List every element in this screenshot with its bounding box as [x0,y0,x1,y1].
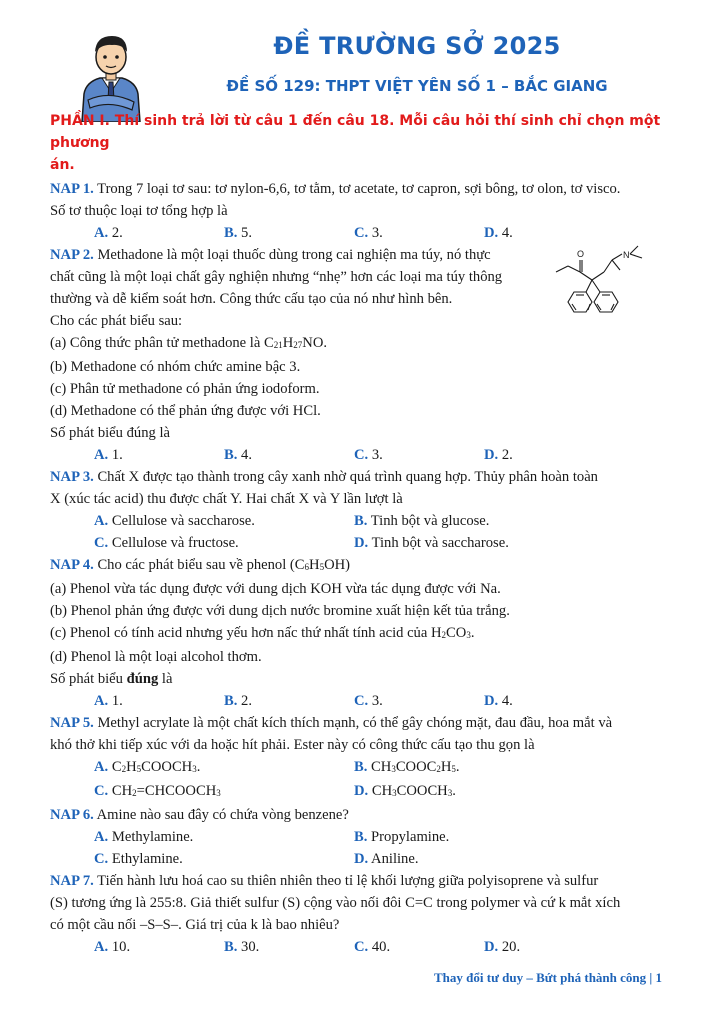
question-1 [50,178,666,244]
exam-subtitle: ĐỀ SỐ 129: THPT VIỆT YÊN SỐ 1 – BẮC GIANG [226,77,608,95]
option-c[interactable]: C. 3. [354,447,383,463]
statement-c: (c) Phenol có tính acid nhưng yếu hơn nấc thứ nhất tính acid của $H_2CO_3$. [50,625,475,641]
page-title: ĐỀ TRƯỜNG SỞ 2025 [273,32,561,60]
option-b[interactable]: B. Tinh bột và glucose. [354,513,490,529]
option-b[interactable]: B. 30. [224,939,260,955]
question-2 [50,244,666,466]
option-b[interactable]: B. Propylamine. [354,829,450,845]
option-a[interactable]: A. 1. [94,693,123,709]
option-b[interactable]: B. 5. [224,225,252,241]
option-c[interactable]: C. $CH_2=CHCOOCH_3$ [94,783,221,799]
option-d[interactable]: D. 2. [484,447,513,463]
answer-options [50,848,666,870]
question-label: NAP 5. [50,715,94,731]
answer-options [50,510,666,532]
answer-options [50,690,666,712]
statement-d: (d) Methadone có thể phản ứng được với HCl. [50,403,321,419]
question-3 [50,466,666,554]
option-c[interactable]: C. 3. [354,693,383,709]
statement-d: (d) Phenol là một loại alcohol thơm. [50,649,262,665]
statement-a: (a) Phenol vừa tác dụng được với dung dịch KOH vừa tác dụng được với Na. [50,581,501,597]
question-text: Methadone là một loại thuốc dùng trong cai nghiện ma túy, nó thực [97,247,491,263]
statement-a: (a) Công thức phân tử methadone là $C_{21}H_{27}NO$. [50,335,328,351]
option-a[interactable]: A. Cellulose và saccharose. [94,513,255,529]
question-label: NAP 4. [50,557,94,573]
answer-options [50,826,666,848]
question-text: Chất X được tạo thành trong cây xanh nhờ quá trình quang hợp. Thủy phân hoàn toàn [97,469,598,485]
question-text: Trong 7 loại tơ sau: tơ nylon-6,6, tơ tằm, tơ acetate, tơ capron, sợi bông, tơ olon, tơ visco. [97,181,621,197]
statement-c: (c) Phân tử methadone có phản ứng iodoform. [50,381,320,397]
oxygen-atom-label: O [577,249,585,259]
question-label: NAP 2. [50,247,94,263]
answer-options [50,532,666,554]
question-text: khó thở khi tiếp xúc với da hoặc hít phải. Ester này có công thức cấu tạo thu gọn là [50,737,535,753]
option-d[interactable]: D. 20. [484,939,521,955]
teacher-mascot-icon [76,30,146,122]
question-5 [50,712,666,804]
option-a[interactable]: A. 1. [94,447,123,463]
statement-b: (b) Methadone có nhóm chức amine bậc 3. [50,359,301,375]
question-7 [50,870,666,958]
page-footer: Thay đổi tư duy – Bứt phá thành công | 1 [434,970,662,985]
answer-options [50,780,666,804]
option-d[interactable]: D. Tinh bột và saccharose. [354,535,509,551]
question-text: (S) tương ứng là 255:8. Giả thiết sulfur (S) cộng vào nối đôi C=C trong polymer và cứ k mắt xích [50,895,621,911]
option-d[interactable]: D. 4. [484,225,513,241]
option-c[interactable]: C. Cellulose và fructose. [94,535,239,551]
nitrogen-atom-label: N [623,250,630,260]
question-text: thường và dễ kiểm soát hơn. Công thức cấu tạo của nó như hình bên. [50,291,453,307]
question-text: chất cũng là một loại chất gây nghiện nhưng “nhẹ” hơn các loại ma túy thông [50,269,503,285]
option-b[interactable]: B. 4. [224,447,252,463]
option-a[interactable]: A. 10. [94,939,131,955]
statement-b: (b) Phenol phản ứng được với dung dịch nước bromine xuất hiện kết tủa trắng. [50,603,510,619]
answer-options [50,756,666,780]
option-a[interactable]: A. Methylamine. [94,829,194,845]
question-label: NAP 3. [50,469,94,485]
question-text: có một cầu nối –S–S–. Giá trị của k là bao nhiêu? [50,917,340,933]
option-c[interactable]: C. 3. [354,225,383,241]
option-b[interactable]: B. 2. [224,693,252,709]
question-6 [50,804,666,870]
question-text: X (xúc tác acid) thu được chất Y. Hai chất X và Y lần lượt là [50,491,403,507]
question-label: NAP 7. [50,873,94,889]
question-text: Số tơ thuộc loại tơ tổng hợp là [50,203,228,219]
option-d[interactable]: D. $CH_3COOCH_3$. [354,783,456,799]
option-a[interactable]: A. $C_2H_5COOCH_3$. [94,759,201,775]
question-text: Methyl acrylate là một chất kích thích mạnh, có thể gây chóng mặt, đau đầu, hoa mắt và [97,715,613,731]
question-label: NAP 6. [50,807,94,823]
answer-options [50,936,666,958]
answer-options [50,444,666,466]
option-c[interactable]: C. 40. [354,939,391,955]
question-text: Cho các phát biểu sau: [50,313,183,329]
option-c[interactable]: C. Ethylamine. [94,851,183,867]
question-prompt: Số phát biểu đúng là [50,425,170,441]
question-text: Amine nào sau đây có chứa vòng benzene? [96,807,349,823]
question-text: Tiến hành lưu hoá cao su thiên nhiên theo tỉ lệ khối lượng giữa polyisoprene và sulfur [97,873,599,889]
question-4: NAP 4. Cho các phát biểu sau về phenol $(C_6H_5OH)$ (a) Phenol vừa tác dụng được với dung dịch KOH vừa tác dụng được với Na. (b) Phenol phản ứng được với dung dịch nước bromine xuất hiện kết tủa trắng. (c) Phenol có tính acid nhưng yếu hơn nấc thứ nhất tính acid của $H_2CO_3$. (d) Phenol là một loại alcohol thơm. Số phát biểu đúng là A. 1. B. 2. C. 3. D. 4. [50,554,666,712]
question-label: NAP 1. [50,181,94,197]
question-prompt: Số phát biểu đúng là [50,671,173,687]
option-d[interactable]: D. Aniline. [354,851,419,867]
option-b[interactable]: B. $CH_3COOC_2H_5$. [354,759,460,775]
section-heading: PHẦN I. Thí sinh trả lời từ câu 1 đến câu 18. Mỗi câu hỏi thí sinh chỉ chọn một phương án. [50,113,661,173]
option-a[interactable]: A. 2. [94,225,123,241]
option-d[interactable]: D. 4. [484,693,513,709]
methadone-structure-diagram [550,240,662,332]
exam-content [50,110,666,958]
